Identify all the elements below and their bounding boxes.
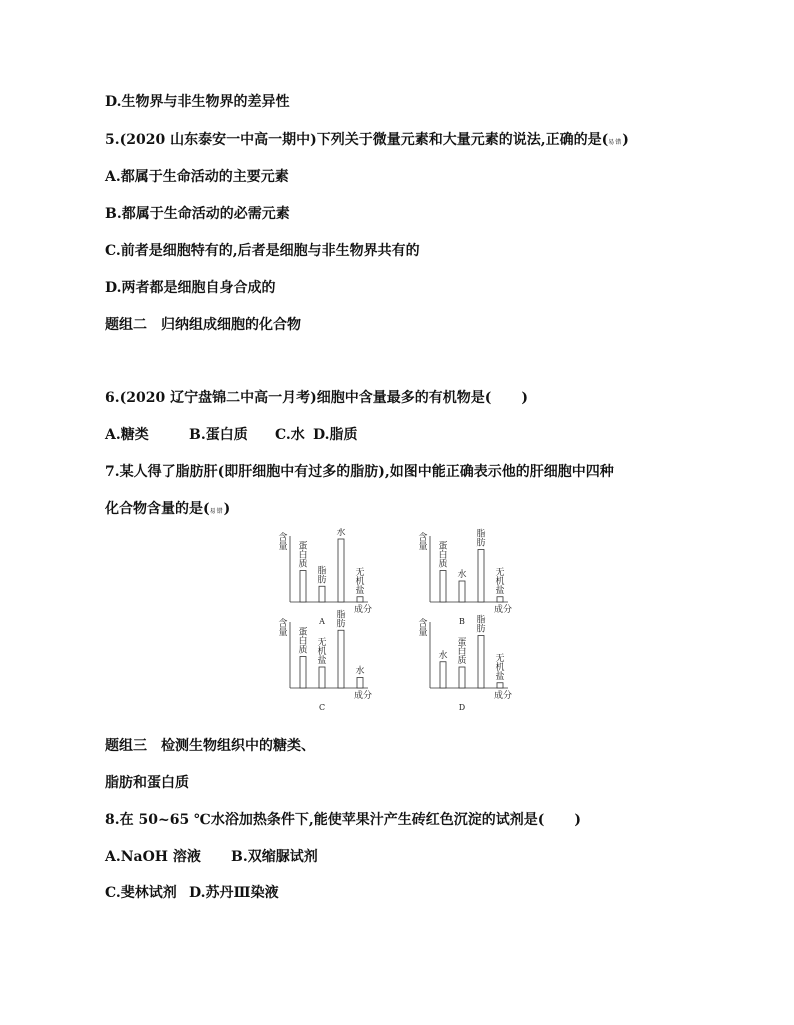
chart-c-bar-label-1: 蛋白质	[298, 627, 308, 656]
chart-a-bar-2	[319, 586, 325, 602]
question-8	[105, 811, 581, 829]
chart-c-ylabel: 含量	[278, 619, 288, 638]
chart-b-xlabel: 成分	[494, 605, 513, 615]
question-7-text: 化合物含量的是(	[105, 501, 210, 517]
chart-c-bar-label-3: 脂肪	[336, 610, 346, 630]
chart-d-bar-2	[459, 667, 465, 688]
chart-c-bar-1	[300, 657, 306, 689]
question-5	[105, 131, 629, 152]
question-6-text: 6.(2020 辽宁盘锦二中高一月考)细胞中含量最多的有机物是(	[105, 390, 492, 406]
chart-b-caption: B	[459, 617, 465, 626]
question-7-close: )	[223, 501, 231, 517]
chart-a-bar-4	[357, 597, 363, 602]
chart-a-bar-label-4: 无机盐	[355, 567, 365, 596]
chart-b-bar-4	[497, 597, 503, 602]
chart-c-bar-2	[319, 667, 325, 688]
question-8-close: )	[574, 812, 581, 828]
chart-d-bar-1	[440, 662, 446, 688]
chart-d-caption: D	[458, 703, 466, 712]
q5-option-b: B.都属于生命活动的必需元素	[105, 206, 290, 222]
q6-option-c: C.水	[275, 427, 305, 443]
chart-b-bar-3	[478, 550, 484, 603]
group-3-heading-line2: 脂肪和蛋白质	[105, 775, 189, 791]
question-7-line2	[105, 500, 230, 521]
compound-content-figure	[270, 528, 530, 726]
chart-d-bar-3	[478, 636, 484, 689]
q6-option-a: A.糖类	[105, 427, 149, 443]
chart-b-bar-label-2: 水	[457, 570, 467, 580]
error-prone-tag: 易错	[608, 139, 623, 146]
chart-d-bar-label-1: 水	[438, 650, 448, 661]
chart-a-bar-label-1: 蛋白质	[298, 541, 308, 570]
q6-option-d: D.脂质	[313, 427, 358, 443]
chart-a-xlabel: 成分	[354, 605, 373, 615]
chart-b-bar-label-1: 蛋白质	[438, 541, 448, 570]
error-prone-tag-2: 易错	[209, 508, 224, 515]
chart-d-bar-4	[497, 683, 503, 688]
question-7-line1: 7.某人得了脂肪肝(即肝细胞中有过多的脂肪),如图中能正确表示他的肝细胞中四种	[105, 464, 614, 480]
q6-option-b: B.蛋白质	[189, 427, 248, 443]
chart-d-xlabel: 成分	[494, 691, 513, 701]
question-5-close: )	[622, 132, 629, 148]
chart-a-bar-1	[300, 571, 306, 603]
chart-d-bar-label-2: 蛋白质	[457, 638, 467, 666]
q8-option-d: D.苏丹Ⅲ染液	[189, 885, 279, 901]
chart-a-bar-label-2: 脂肪	[317, 566, 327, 586]
q5-option-c: C.前者是细胞特有的,后者是细胞与非生物界共有的	[105, 243, 420, 259]
q5-option-a: A.都属于生命活动的主要元素	[105, 169, 289, 185]
chart-c-bar-4	[357, 678, 363, 689]
chart-a-bar-label-3: 水	[336, 528, 346, 538]
q8-option-a: A.NaOH 溶液	[105, 849, 201, 865]
chart-c-bar-3	[338, 630, 344, 688]
question-6-close: )	[521, 390, 528, 406]
chart-b-bar-2	[459, 581, 465, 602]
group-3-heading-line1: 题组三 检测生物组织中的糖类、	[105, 738, 315, 754]
group-2-heading: 题组二 归纳组成细胞的化合物	[105, 317, 301, 333]
chart-c-bar-label-4: 水	[355, 666, 365, 677]
chart-b-bar-label-3: 脂肪	[476, 529, 486, 549]
q8-options-cd	[105, 884, 279, 902]
chart-c-bar-label-2: 无机盐	[317, 638, 327, 666]
q8-option-c: C.斐林试剂	[105, 885, 177, 901]
q5-option-d: D.两者都是细胞自身合成的	[105, 280, 276, 296]
question-5-text: 5.(2020 山东泰安一中高一期中)下列关于微量元素和大量元素的说法,正确的是(	[105, 132, 609, 148]
bar-charts-svg	[270, 528, 530, 726]
chart-b-ylabel: 含量	[418, 533, 428, 552]
chart-a-ylabel: 含量	[278, 533, 288, 552]
option-d-q4: D.生物界与非生物界的差异性	[105, 94, 290, 110]
chart-a-bar-3	[338, 539, 344, 602]
question-8-text: 8.在 50~65 ℃水浴加热条件下,能使苹果汁产生砖红色沉淀的试剂是(	[105, 812, 545, 828]
chart-c-xlabel: 成分	[354, 691, 373, 701]
chart-d-bar-label-3: 脂肪	[476, 615, 486, 635]
chart-d-ylabel: 含量	[418, 619, 428, 638]
chart-a-caption: A	[319, 617, 325, 626]
q8-option-b: B.双缩脲试剂	[231, 849, 318, 865]
q8-options-ab	[105, 848, 318, 866]
chart-b-bar-label-4: 无机盐	[495, 567, 505, 596]
chart-d-bar-label-4: 无机盐	[495, 653, 505, 682]
question-6	[105, 389, 528, 407]
chart-b-bar-1	[440, 571, 446, 603]
chart-c-caption: C	[318, 703, 326, 712]
q6-options	[105, 426, 358, 444]
